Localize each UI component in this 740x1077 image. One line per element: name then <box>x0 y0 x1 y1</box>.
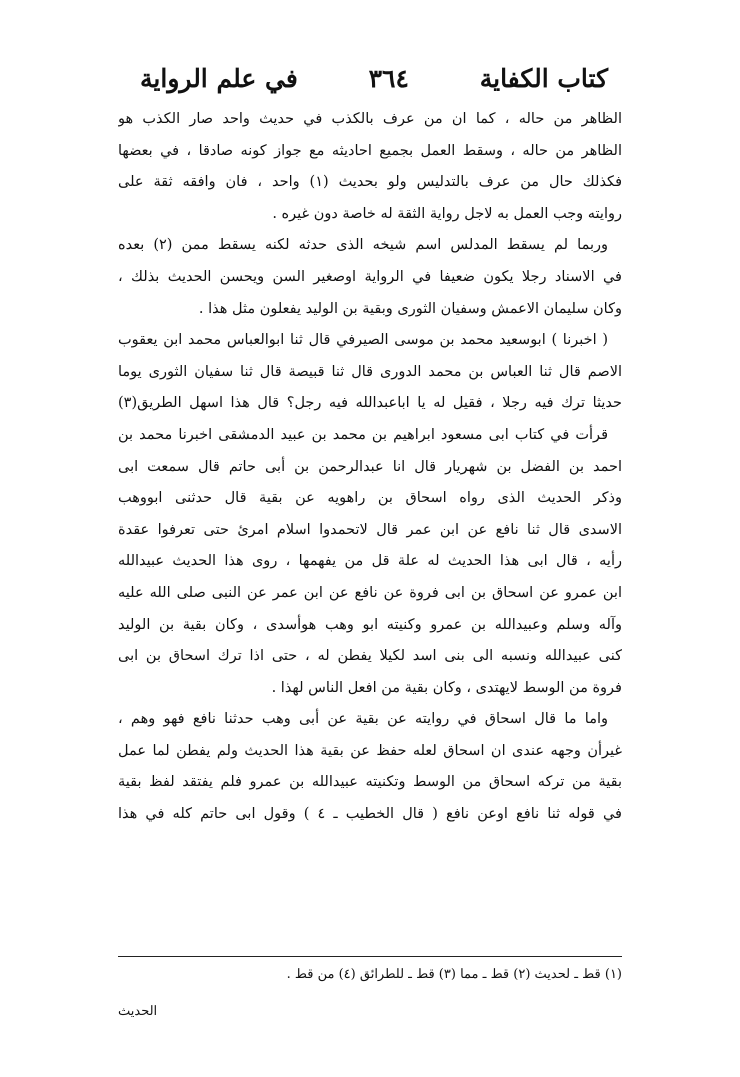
main-text <box>118 104 622 831</box>
footnote: (١) قط ـ لحديث (٢) قط ـ مما (٣) قط ـ للطرائق (٤) من قط . <box>286 967 622 982</box>
text-line: ابن عمرو عن اسحاق بن ابى فروة عن نافع عن ابن عمر عن النبى صلى الله عليه <box>118 584 622 601</box>
text-line: الظاهر من حاله ، كما ان من عرف بالكذب في حديث واحد صار الكذب هو <box>118 111 622 127</box>
text-line: الاسدى قال ثنا نافع عن ابن عمر قال لاتحمدوا اسلام امرئ حتى تعرفوا عقدة <box>118 521 622 538</box>
text-line: وربما لم يسقط المدلس اسم شيخه الذى حدثه لكنه يسقط ممن (٢) بعده <box>118 237 608 254</box>
text-line: في الاسناد رجلا يكون ضعيفا في الرواية اوصغير السن ويحسن الحديث بذلك ، <box>118 268 622 285</box>
text-line: وذكر الحديث الذى رواه اسحاق بن راهويه عن بقية قال حدثنى ابووهب <box>118 490 622 507</box>
subject-title: في علم الرواية <box>140 63 298 93</box>
book-title: كتاب الكفاية <box>479 63 608 93</box>
footnote-divider <box>118 956 622 957</box>
catchword <box>118 999 622 1025</box>
text-line: رأيه ، قال ابى هذا الحديث له علة قل من يفهمها ، روى هذا الحديث عبيدالله <box>118 553 622 570</box>
text-line: احمد بن الفضل بن شهريار قال انا عبدالرحمن بن أبى حاتم قال سمعت ابى <box>118 458 622 475</box>
text-line: الظاهر من حاله ، وسقط العمل بجميع احاديثه مع جواز كونه صادقا ، في بعضها <box>118 142 622 159</box>
text-line: حديثا ترك فيه رجلا ، فقيل له يا اباعبدالله فيه رجل؟ قال هذا اسهل الطريق(٣) <box>118 395 622 412</box>
text-line: فكذلك حال من عرف بالتدليس ولو بحديث (١) واحد ، فان وافقه ثقة على <box>118 174 622 191</box>
text-line: الاصم قال ثنا العباس بن محمد الدورى قال ثنا قبيصة قال ثنا سفيان الثورى يوما <box>118 363 622 380</box>
text-line: فروة من الوسط لايهتدى ، وكان بقية من افعل الناس لهذا . <box>271 679 622 696</box>
text-line: غيرأن وجهه عندى ان اسحاق لعله حفظ عن بقية هذا الحديث ولم يفطن لما عمل <box>118 742 622 759</box>
catchword-text: الحديث <box>118 1004 158 1019</box>
page-header <box>140 58 608 98</box>
text-line: في قوله ثنا نافع اوعن نافع ( قال الخطيب ـ ٤ ) وقول ابى حاتم كله في هذا <box>118 806 622 823</box>
text-line: كنى عبيدالله ونسبه الى بنى اسد لكيلا يفطن له ، حتى اذا ترك اسحاق بن ابى <box>118 648 622 665</box>
text-line: واما ما قال اسحاق في روايته عن بقية عن أبى وهب حدثنا نافع فهو وهم ، <box>118 711 608 728</box>
text-line: ( اخبرنا ) ابوسعيد محمد بن موسى الصيرفي قال ثنا ابوالعباس محمد ابن يعقوب <box>118 332 608 349</box>
text-line: قرأت في كتاب ابى مسعود ابراهيم بن محمد بن عبيد الدمشقى اخبرنا محمد بن <box>118 426 608 443</box>
text-line: روايته وجب العمل به لاجل رواية الثقة له خاصة دون غيره . <box>272 205 622 222</box>
text-line: وآله وسلم وعبيدالله بن عمرو وكنيته ابو وهب هوأسدى ، وكان بقية بن الوليد <box>118 616 622 633</box>
page-number: ٣٦٤ <box>368 63 409 93</box>
text-line: وكان سليمان الاعمش وسفيان الثورى وبقية بن الوليد يفعلون مثل هذا . <box>198 300 622 317</box>
text-line: بقية من تركه اسحاق من الوسط وتكنيته عبيدالله بن عمرو فلم يفتقد لفظ بقية <box>118 774 622 791</box>
